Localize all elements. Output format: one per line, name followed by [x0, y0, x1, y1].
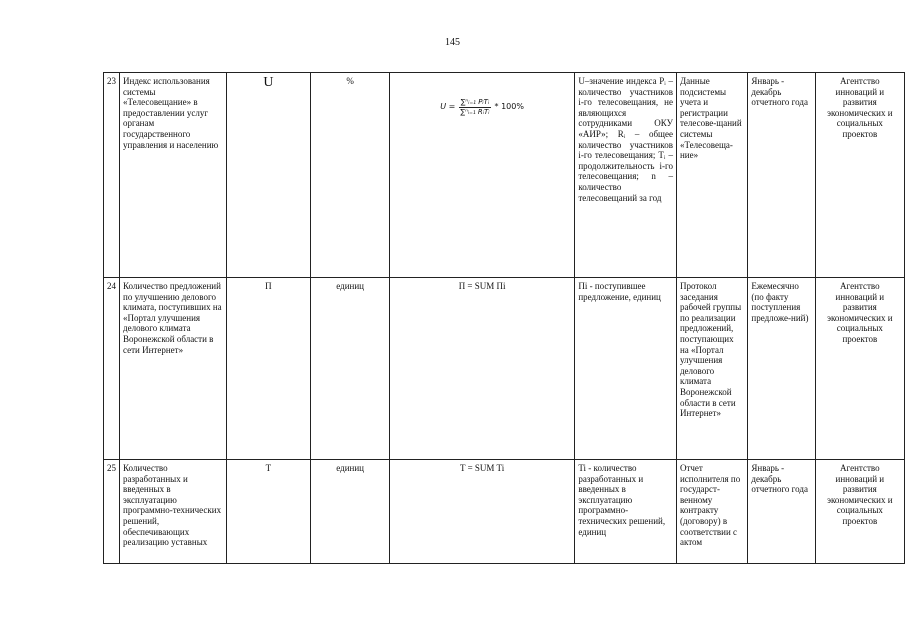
responsible-body: Агентство инноваций и развития экономических и социальных проектов: [815, 73, 904, 278]
indicator-name: Индекс использования системы «Телесовещание» в предоставлении услуг органам государственного управления и населению: [120, 73, 227, 278]
unit-of-measure: единиц: [311, 278, 390, 460]
formula-fraction: [458, 98, 491, 117]
table-row: [104, 73, 905, 278]
indicator-symbol: П: [226, 278, 311, 460]
data-source: Протокол заседания рабочей группы по реализации предложений, поступающих на «Портал улучшения делового климата Воронежской области в сети Интернет»: [676, 278, 747, 460]
formula-lhs: U =: [440, 102, 456, 112]
responsible-body: Агентство инноваций и развития экономических и социальных проектов: [815, 460, 904, 564]
responsible-body: Агентство инноваций и развития экономических и социальных проектов: [815, 278, 904, 460]
table-row: [104, 278, 905, 460]
formula-expression: [440, 98, 524, 117]
unit-of-measure: единиц: [311, 460, 390, 564]
calculation-formula: [389, 73, 574, 278]
data-source: Данные подсистемы учета и регистрации телесове-щаний системы «Телесовеща-ние»: [676, 73, 747, 278]
indicator-name: Количество разработанных и введенных в эксплуатацию программно-технических решений, обеспечивающих реализацию уставных: [120, 460, 227, 564]
variables-description: U–значение индекса Pᵢ – количество участников i-го телесовещания, не являющихся сотрудниками ОКУ «АИР»; Rᵢ – общее количество участников i-го телесовещания; Tᵢ – продолжительность i-го телесовещания; n – количество телесовещаний за год: [575, 73, 677, 278]
row-number: 23: [104, 73, 120, 278]
calculation-formula: T = SUM Ti: [389, 460, 574, 564]
indicator-name: Количество предложений по улучшению делового климата, поступивших на «Портал улучшения делового климата Воронежской области в сети Интернет»: [120, 278, 227, 460]
unit-of-measure: %: [311, 73, 390, 278]
frequency: Январь - декабрь отчетного года: [748, 460, 815, 564]
page-number: 145: [445, 37, 460, 48]
data-source: Отчет исполнителя по государст-венному контракту (договору) в соответствии с актом: [676, 460, 747, 564]
indicator-symbol: U: [226, 73, 311, 278]
frequency: Ежемесячно (по факту поступления предложе-ний): [748, 278, 815, 460]
table-row: [104, 460, 905, 564]
frequency: Январь - декабрь отчетного года: [748, 73, 815, 278]
calculation-formula: П = SUM Пi: [389, 278, 574, 460]
formula-numerator: ∑ⁿᵢ₌₁ PᵢTᵢ: [460, 98, 490, 106]
indicators-table: [103, 72, 905, 564]
indicator-symbol: T: [226, 460, 311, 564]
variables-description: Ti - количество разработанных и введенных в эксплуатацию программно-технических решений, единиц: [575, 460, 677, 564]
formula-denominator: ∑ⁿᵢ₌₁ RᵢTᵢ: [460, 108, 490, 116]
formula-suffix: * 100%: [494, 102, 524, 112]
row-number: 25: [104, 460, 120, 564]
variables-description: Пi - поступившее предложение, единиц: [575, 278, 677, 460]
row-number: 24: [104, 278, 120, 460]
